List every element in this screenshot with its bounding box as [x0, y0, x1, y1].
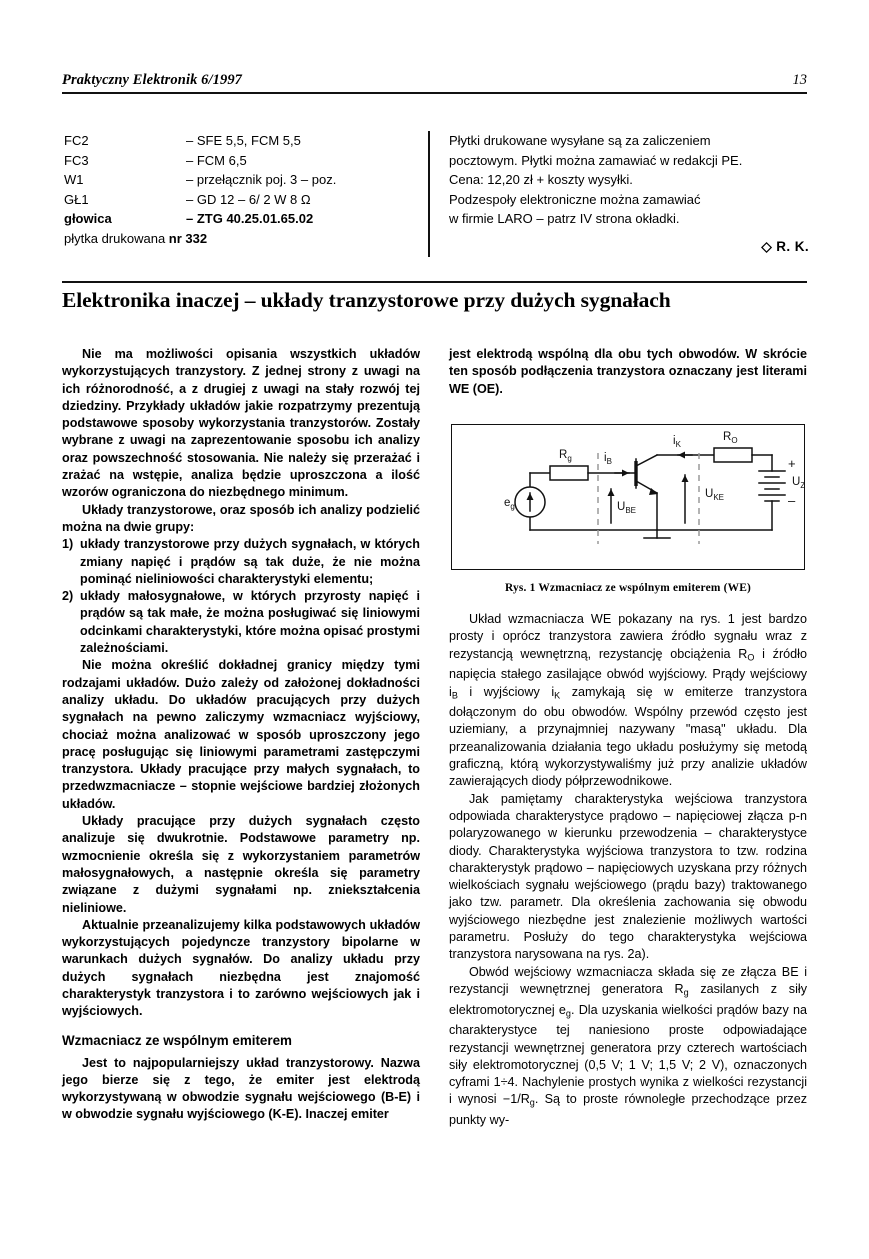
paragraph: jest elektrodą wspólną dla obu tych obwodów. W skrócie ten sposób podłączenia tranzystora oznaczany jest literami WE (OE).	[449, 347, 807, 396]
parts-row	[64, 170, 384, 190]
list-item-text: układy tranzystorowe przy dużych sygnałach, w których zmiany napięć i prądów są tak duże, że nie można pominąć nieliniowości charakterystyki elementu;	[80, 537, 420, 586]
order-note-line: Podzespoły elektroniczne można zamawiać	[449, 191, 701, 207]
journal-title: Praktyczny Elektronik 6/1997	[62, 72, 243, 88]
paragraph: Jest to najpopularniejszy układ tranzystorowy. Nazwa jego bierze się z tego, że emiter jest elektrodą wykorzystywaną w obwodzie sygnału wejściowego (B-E) i w obwodzie sygnału wyjściowego (K-E). Inaczej emiter	[62, 1055, 420, 1122]
paragraph	[449, 964, 807, 1130]
paragraph: Nie ma możliwości opisania wszystkich układów wykorzystujących tranzystory. Z jednej strony z uwagi na ich różnorodność, a z drugiej z uwagi na stały rozwój tej dziedziny. Przykłady układów jakie rozpatrzymy prezentują podstawowe sposoby wykorzystania tranzystorów. Zostały wybrane z uwagi na zaprezentowanie sposobu ich analizy oraz powszechność stosowania. Nie należy się przerażać i zrażać na wstępie, analiza będzie uproszczona a ilość wzorów ograniczona do niezbędnego minimum.	[62, 347, 420, 500]
part-label: W1	[64, 172, 84, 188]
author-signature: ◇ R. K.	[761, 239, 809, 254]
list-marker: 1)	[62, 537, 74, 552]
parts-row	[64, 151, 384, 171]
para-a-mid2: i wyjściowy i	[457, 684, 555, 699]
body-column-right-top	[449, 346, 807, 398]
label-eg: $e_g$	[504, 497, 515, 511]
para-a-mid1: i źródło napięcia stałego zasilające obwód wyjściowy. Prądy wejściowy i	[449, 646, 807, 699]
section-subheading: Wzmacniacz ze wspólnym emiterem	[62, 1032, 292, 1048]
order-note-line: Cena: 12,20 zł + koszty wysyłki.	[449, 172, 633, 188]
list-marker: 2)	[62, 589, 74, 604]
paragraph: Jak pamiętamy charakterystyka wejściowa tranzystora odpowiada charakterystyce prądowo – napięciowej złącza p-n polaryzowanego w kierunku przewodzenia – charakterystyce diody. Charakterystyka wyjściowa tranzystora to tzw. rodzina charakterystyk prądowo – napięciowych uzyskana przy różnych wielkościach sygnału wejściowego (prądu bazy) traktowanego jako tzw. parametr. Dla określenia zachowania się obwodu wyjściowego niezbędne jest znalezienie możliwych wartości parametru. Posłuży do tego charakterystyka wejściowa tranzystora narysowana na rys. 2a).	[449, 791, 807, 962]
part-label: GŁ1	[64, 191, 89, 207]
page-number: 13	[792, 72, 807, 88]
label-plus: +	[788, 456, 796, 471]
part-label: FC3	[64, 152, 89, 168]
label-uz: $U_Z$	[792, 476, 806, 490]
figure-1-frame	[451, 424, 805, 570]
header-rule	[62, 92, 807, 94]
order-note-line: w firmie LARO – patrz IV strona okładki.	[449, 211, 680, 227]
label-ib: $i_B$	[604, 452, 612, 466]
para-a-sub3: K	[554, 689, 561, 700]
part-value: – ZTG 40.25.01.65.02	[186, 211, 314, 227]
parts-row	[64, 190, 384, 210]
circuit-schematic	[452, 425, 806, 571]
label-ube: $U_{BE}$	[617, 501, 636, 515]
paragraph: Aktualnie przeanalizujemy kilka podstawowych układów wykorzystujących pojedyncze tranzystory bipolarne w warunkach dużych sygnałów. Do analizy układu przy dużych sygnałach niezbędna jest znajomość charakterystyk tranzystora i to zarówno wejściowych jak i wyjściowych.	[62, 917, 420, 1019]
article-rule	[62, 281, 807, 283]
numbered-list	[62, 536, 420, 657]
para-a-sub2: B	[451, 689, 458, 700]
parts-row	[64, 209, 384, 229]
part-label: FC2	[64, 133, 89, 148]
pcb-row	[64, 229, 384, 249]
para-c-mid1: zasilanych z siły elektromotorycznej e	[449, 981, 807, 1017]
paragraph: Układy pracujące przy dużych sygnałach często analizuje się dwukrotnie. Podstawowe parametry np. wzmocnienie określa się z wykorzystaniem parametrów małosygnałowych, a następnie określa się parametry związane z dużymi sygnałami np. zniekształcenia nieliniowe.	[62, 814, 420, 915]
pcb-label: płytka drukowana	[64, 230, 169, 246]
running-head	[62, 72, 807, 89]
parts-row	[64, 131, 384, 151]
para-c-mid2: . Dla uzyskania wielkości prądów bazy na charakterystyce tej naniesiono proste odpowiadające rezystancji wewnętrznej generatora przy czterech wartościach siły elektromotorycznej (0,5 V; 1 V; 1,5 V; 2 V), oznaczonych cyframi 1÷4. Nachylenie prostych wynika z wielkości rezystancji i wynosi −1/R	[449, 1002, 807, 1107]
order-note-line: Płytki drukowane wysyłane są za zaliczeniem	[449, 133, 711, 148]
part-label: głowica	[64, 211, 112, 227]
part-value: – FCM 6,5	[186, 152, 247, 168]
label-minus: –	[788, 493, 796, 508]
label-ro: $R_O$	[723, 431, 738, 445]
para-a-sub1: O	[747, 651, 755, 662]
para-c-sub1: g	[683, 987, 689, 998]
column-divider	[428, 131, 430, 257]
figure-caption: Rys. 1 Wzmacniacz ze wspólnym emiterem (WE)	[505, 582, 751, 594]
para-c-pre: Obwód wejściowy wzmacniacza składa się ze złącza BE i rezystancji wewnętrznej generatora R	[449, 964, 807, 996]
para-c-sub2: g	[565, 1007, 571, 1018]
paragraph: Nie można określić dokładnej granicy między tymi rodzajami układów. Dużo zależy od założonej dokładności analizy układu. Do układów pracujących przy dużych sygnałach na pewno zaliczymy wzmacniacz wyjściowy, chociaż można analizować w sposób uproszczony jego pracę posługując się liniowymi parametrami zastępczymi tranzystora. Układy pracujące przy małych sygnałach, to przedwzmacniacze – stopnie wejściowe bardziej złożonych układów.	[62, 658, 420, 811]
para-c-post: . Są to proste równoległe przechodzące przez punkty wy-	[449, 1092, 807, 1128]
part-value: – przełącznik poj. 3 – poz.	[186, 172, 337, 188]
list-item	[62, 536, 420, 588]
paragraph	[449, 611, 807, 791]
list-item-text: układy małosygnałowe, w których przyrosty napięć i prądów są tak małe, że można posługiwać się liniowymi odcinkami charakterystyki, które można opisać prostymi zależnościami.	[80, 589, 420, 656]
parts-list	[64, 131, 384, 249]
body-column-right-bottom	[449, 611, 807, 1129]
label-uke: $U_{KE}$	[705, 488, 724, 502]
label-ik: $i_K$	[673, 435, 681, 449]
article-title: Elektronika inaczej – układy tranzystorowe przy dużych sygnałach	[62, 288, 671, 312]
part-value: – SFE 5,5, FCM 5,5	[186, 133, 301, 148]
label-rg: $R_g$	[559, 449, 572, 463]
part-value: – GD 12 – 6/ 2 W 8 Ω	[186, 191, 311, 207]
body-column-left	[62, 346, 420, 1124]
list-item	[62, 588, 420, 657]
order-note	[449, 131, 809, 229]
para-c-sub3: g	[529, 1097, 535, 1108]
para-a-pre: Układ wzmacniacza WE pokazany na rys. 1 jest bardzo prosty i oprócz tranzystora zawiera źródło sygnału wraz z rezystancją wewnętrzną, rezystancję obciążenia R	[449, 612, 807, 661]
para-a-post: zamykają się w emiterze tranzystora dołączonym do obu obwodów. Wspólny przewód często jest uziemiany, a przynajmniej nazywany "masą" układu. Dla przeanalizowania działania tego układu posłużymy się metodą graficzną, którą wykorzystywaliśmy już przy analizie układów zawierających diody półprzewodnikowe.	[449, 684, 807, 789]
order-note-line: pocztowym. Płytki można zamawiać w redakcji PE.	[449, 152, 743, 168]
paragraph: Układy tranzystorowe, oraz sposób ich analizy podzielić można na dwie grupy:	[62, 502, 420, 534]
pcb-value: nr 332	[168, 230, 208, 246]
